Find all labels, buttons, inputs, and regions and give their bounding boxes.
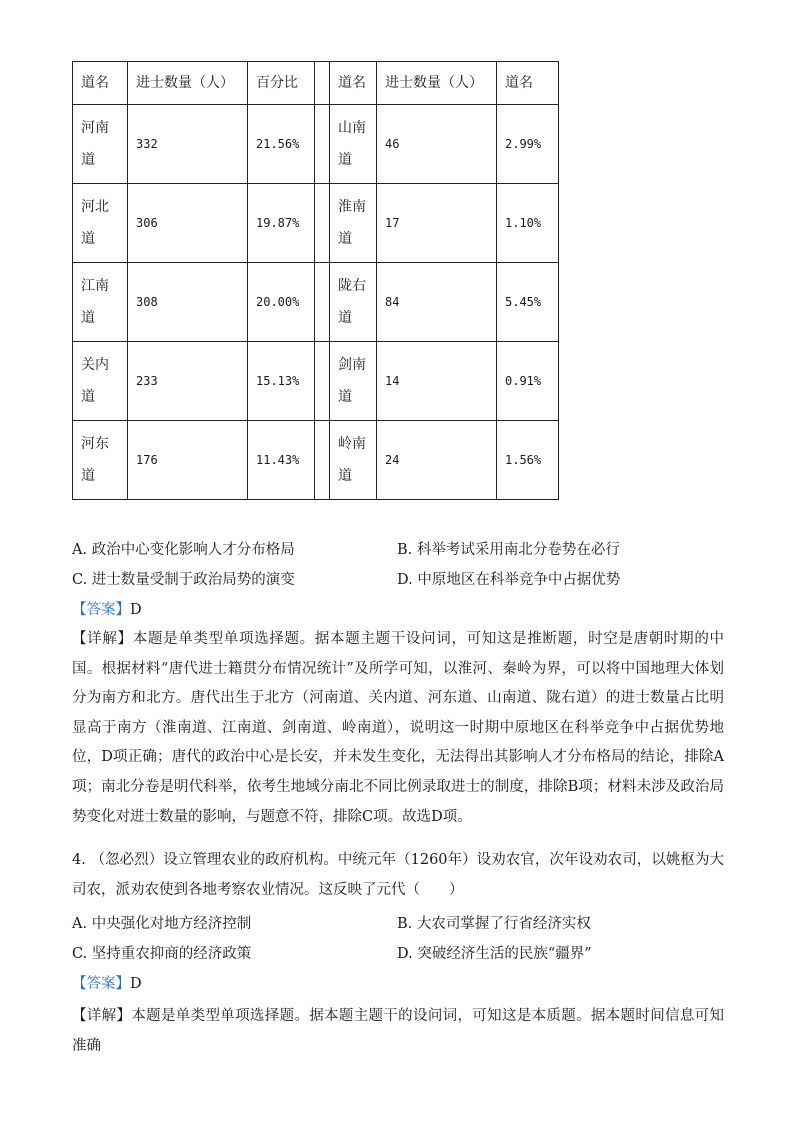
q3-answer [72, 600, 732, 620]
table-gap-column [315, 62, 330, 105]
q3-option-d: D. 中原地区在科举竞争中占据优势 [397, 572, 621, 588]
count-cell: 24 [377, 421, 497, 500]
q3-option-b: B. 科举考试采用南北分卷势在必行 [397, 542, 620, 558]
table-gap-column [315, 263, 330, 342]
table-row [73, 184, 559, 263]
percent-cell: 0.91% [497, 342, 559, 421]
table-header-row [73, 62, 559, 105]
percent-cell: 11.43% [248, 421, 315, 500]
header-cell: 道名 [497, 62, 559, 105]
percent-cell: 1.56% [497, 421, 559, 500]
answer-value: D [130, 976, 142, 992]
percent-cell: 20.00% [248, 263, 315, 342]
table-gap-column [315, 184, 330, 263]
q4-option-a: A. 中央强化对地方经济控制 [72, 916, 252, 932]
answer-tag: 【答案】 [72, 976, 130, 992]
detail-text: 本题是单类型单项选择题。据本题主题干设问词，可知这是推断题，时空是唐朝时期的中国。根据材料“唐代进士籍贯分布情况统计”及所学可知，以淮河、秦岭为界，可以将中国地理大体划分为南方和北方。唐代出生于北方（河南道、关内道、河东道、山南道、陇右道）的进士数量占比明显高于南方（淮南道、江南道、剑南道、岭南道），说明这一时期中原地区在科举竞争中占据优势地位，D项正确；唐代的政治中心是长安，并未发生变化，无法得出其影响人才分布格局的结论，排除A项；南北分卷是明代科举，依考生地域分南北不同比例录取进士的制度，排除B项；材料未涉及政治局势变化对进士数量的影响，与题意不符，排除C项。故选D项。 [72, 631, 725, 825]
percent-cell: 21.56% [248, 105, 315, 184]
header-cell: 进士数量（人） [128, 62, 248, 105]
count-cell: 308 [128, 263, 248, 342]
percent-cell: 1.10% [497, 184, 559, 263]
region-name-cell: 河东道 [73, 421, 128, 500]
region-name-cell: 岭南道 [330, 421, 377, 500]
q3-detail [72, 625, 724, 832]
percent-cell: 15.13% [248, 342, 315, 421]
q4-stem: 4. （忽必烈）设立管理农业的政府机构。中统元年（1260年）设劝农官，次年设劝农司，以姚枢为大司农，派劝农使到各地考察农业情况。这反映了元代（ ） [72, 852, 724, 898]
q3-option-c: C. 进士数量受制于政治局势的演变 [72, 572, 295, 588]
jinshi-distribution-table [72, 61, 559, 500]
region-name-cell: 关内道 [73, 342, 128, 421]
percent-cell: 2.99% [497, 105, 559, 184]
q4-detail [72, 1002, 724, 1061]
region-name-cell: 河北道 [73, 184, 128, 263]
q4-option-c: C. 坚持重农抑商的经济政策 [72, 946, 252, 962]
region-name-cell: 陇右道 [330, 263, 377, 342]
count-cell: 233 [128, 342, 248, 421]
header-cell: 道名 [330, 62, 377, 105]
q4-option-b: B. 大农司掌握了行省经济实权 [397, 916, 591, 932]
table-row [73, 421, 559, 500]
count-cell: 17 [377, 184, 497, 263]
header-cell: 进士数量（人） [377, 62, 497, 105]
count-cell: 306 [128, 184, 248, 263]
q4-answer [72, 974, 732, 994]
answer-value: D [130, 602, 142, 618]
region-name-cell: 剑南道 [330, 342, 377, 421]
count-cell: 46 [377, 105, 497, 184]
count-cell: 14 [377, 342, 497, 421]
region-name-cell: 山南道 [330, 105, 377, 184]
table-row [73, 105, 559, 184]
region-name-cell: 河南道 [73, 105, 128, 184]
count-cell: 176 [128, 421, 248, 500]
q4-option-d: D. 突破经济生活的民族“疆界” [397, 946, 592, 962]
table-gap-column [315, 342, 330, 421]
table-row [73, 342, 559, 421]
detail-text: 本题是单类型单项选择题。据本题主题干的设问词，可知这是本质题。据本题时间信息可知准确 [72, 1008, 725, 1054]
percent-cell: 19.87% [248, 184, 315, 263]
count-cell: 332 [128, 105, 248, 184]
header-cell: 百分比 [248, 62, 315, 105]
table-row [73, 263, 559, 342]
header-cell: 道名 [73, 62, 128, 105]
count-cell: 84 [377, 263, 497, 342]
answer-tag: 【答案】 [72, 602, 130, 618]
table-gap-column [315, 105, 330, 184]
percent-cell: 5.45% [497, 263, 559, 342]
region-name-cell: 淮南道 [330, 184, 377, 263]
detail-tag: 【详解】 [72, 631, 133, 647]
q3-option-a: A. 政治中心变化影响人才分布格局 [72, 542, 295, 558]
region-name-cell: 江南道 [73, 263, 128, 342]
table-gap-column [315, 421, 330, 500]
detail-tag: 【详解】 [72, 1008, 132, 1024]
